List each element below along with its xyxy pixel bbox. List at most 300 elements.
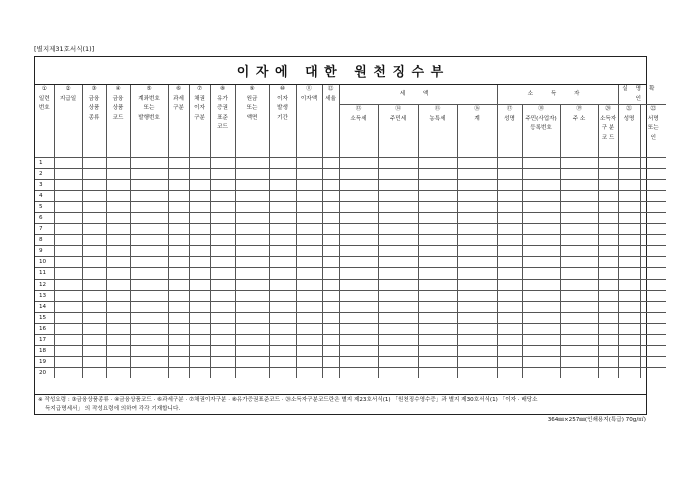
entry-cell[interactable] [497,257,522,268]
entry-cell[interactable] [457,180,497,191]
entry-cell[interactable] [189,235,210,246]
entry-cell[interactable] [130,213,168,224]
entry-cell[interactable] [168,301,189,312]
entry-cell[interactable] [598,279,618,290]
entry-cell[interactable] [339,180,378,191]
entry-cell[interactable] [296,224,322,235]
entry-cell[interactable] [82,169,106,180]
entry-cell[interactable] [598,356,618,367]
entry-cell[interactable] [106,224,130,235]
entry-cell[interactable] [418,235,457,246]
entry-cell[interactable] [130,312,168,323]
entry-cell[interactable] [598,246,618,257]
entry-cell[interactable] [497,268,522,279]
entry-cell[interactable] [106,268,130,279]
entry-cell[interactable] [235,202,269,213]
entry-cell[interactable] [378,169,418,180]
entry-cell[interactable] [130,169,168,180]
entry-cell[interactable] [235,301,269,312]
entry-cell[interactable] [82,257,106,268]
entry-cell[interactable] [497,334,522,345]
entry-cell[interactable] [54,180,82,191]
entry-cell[interactable] [54,356,82,367]
entry-cell[interactable] [54,367,82,378]
entry-cell[interactable] [296,301,322,312]
entry-cell[interactable] [418,191,457,202]
entry-cell[interactable] [339,246,378,257]
entry-cell[interactable] [296,268,322,279]
entry-cell[interactable] [189,213,210,224]
entry-cell[interactable] [457,224,497,235]
entry-cell[interactable] [618,180,640,191]
entry-cell[interactable] [378,224,418,235]
entry-cell[interactable] [269,290,296,301]
entry-cell[interactable] [168,312,189,323]
entry-cell[interactable] [189,268,210,279]
entry-cell[interactable] [82,312,106,323]
entry-cell[interactable] [130,290,168,301]
entry-cell[interactable] [168,290,189,301]
entry-cell[interactable] [54,290,82,301]
entry-cell[interactable] [339,290,378,301]
entry-cell[interactable] [418,345,457,356]
entry-cell[interactable] [522,202,560,213]
entry-cell[interactable] [457,312,497,323]
entry-cell[interactable] [618,257,640,268]
entry-cell[interactable] [640,356,666,367]
entry-cell[interactable] [640,180,666,191]
entry-cell[interactable] [598,158,618,169]
entry-cell[interactable] [640,213,666,224]
entry-cell[interactable] [82,235,106,246]
entry-cell[interactable] [560,290,598,301]
entry-cell[interactable] [168,224,189,235]
entry-cell[interactable] [457,301,497,312]
entry-cell[interactable] [339,268,378,279]
entry-cell[interactable] [322,257,339,268]
entry-cell[interactable] [54,191,82,202]
entry-cell[interactable] [457,246,497,257]
entry-cell[interactable] [296,290,322,301]
entry-cell[interactable] [106,312,130,323]
entry-cell[interactable] [560,356,598,367]
entry-cell[interactable] [322,268,339,279]
entry-cell[interactable] [189,224,210,235]
entry-cell[interactable] [322,169,339,180]
entry-cell[interactable] [497,224,522,235]
entry-cell[interactable] [640,268,666,279]
entry-cell[interactable] [640,246,666,257]
entry-cell[interactable] [189,334,210,345]
entry-cell[interactable] [497,235,522,246]
entry-cell[interactable] [339,169,378,180]
entry-cell[interactable] [339,257,378,268]
entry-cell[interactable] [210,312,235,323]
entry-cell[interactable] [418,356,457,367]
entry-cell[interactable] [296,279,322,290]
entry-cell[interactable] [322,323,339,334]
entry-cell[interactable] [210,301,235,312]
entry-cell[interactable] [168,213,189,224]
entry-cell[interactable] [560,312,598,323]
entry-cell[interactable] [82,191,106,202]
entry-cell[interactable] [522,367,560,378]
entry-cell[interactable] [210,169,235,180]
entry-cell[interactable] [618,213,640,224]
entry-cell[interactable] [106,180,130,191]
entry-cell[interactable] [130,246,168,257]
entry-cell[interactable] [497,290,522,301]
entry-cell[interactable] [497,180,522,191]
entry-cell[interactable] [168,257,189,268]
entry-cell[interactable] [296,235,322,246]
entry-cell[interactable] [130,191,168,202]
entry-cell[interactable] [378,268,418,279]
entry-cell[interactable] [168,191,189,202]
entry-cell[interactable] [598,334,618,345]
entry-cell[interactable] [189,169,210,180]
entry-cell[interactable] [457,213,497,224]
entry-cell[interactable] [560,345,598,356]
entry-cell[interactable] [457,290,497,301]
entry-cell[interactable] [457,345,497,356]
entry-cell[interactable] [235,290,269,301]
entry-cell[interactable] [522,213,560,224]
entry-cell[interactable] [269,191,296,202]
entry-cell[interactable] [168,235,189,246]
entry-cell[interactable] [54,224,82,235]
entry-cell[interactable] [418,290,457,301]
entry-cell[interactable] [106,323,130,334]
entry-cell[interactable] [339,334,378,345]
entry-cell[interactable] [457,334,497,345]
entry-cell[interactable] [618,334,640,345]
entry-cell[interactable] [210,323,235,334]
entry-cell[interactable] [457,268,497,279]
entry-cell[interactable] [522,345,560,356]
entry-cell[interactable] [640,279,666,290]
entry-cell[interactable] [560,158,598,169]
entry-cell[interactable] [168,323,189,334]
entry-cell[interactable] [457,202,497,213]
entry-cell[interactable] [339,279,378,290]
entry-cell[interactable] [269,224,296,235]
entry-cell[interactable] [296,334,322,345]
entry-cell[interactable] [378,235,418,246]
entry-cell[interactable] [269,180,296,191]
entry-cell[interactable] [339,367,378,378]
entry-cell[interactable] [598,202,618,213]
entry-cell[interactable] [640,367,666,378]
entry-cell[interactable] [235,312,269,323]
entry-cell[interactable] [640,158,666,169]
entry-cell[interactable] [106,334,130,345]
entry-cell[interactable] [269,257,296,268]
entry-cell[interactable] [522,279,560,290]
entry-cell[interactable] [522,334,560,345]
entry-cell[interactable] [130,279,168,290]
entry-cell[interactable] [618,356,640,367]
entry-cell[interactable] [322,279,339,290]
entry-cell[interactable] [418,301,457,312]
entry-cell[interactable] [457,169,497,180]
entry-cell[interactable] [418,257,457,268]
entry-cell[interactable] [598,235,618,246]
entry-cell[interactable] [54,257,82,268]
entry-cell[interactable] [269,235,296,246]
entry-cell[interactable] [82,345,106,356]
entry-cell[interactable] [82,290,106,301]
entry-cell[interactable] [106,202,130,213]
entry-cell[interactable] [522,158,560,169]
entry-cell[interactable] [497,345,522,356]
entry-cell[interactable] [618,323,640,334]
entry-cell[interactable] [522,191,560,202]
entry-cell[interactable] [296,158,322,169]
entry-cell[interactable] [269,367,296,378]
entry-cell[interactable] [82,301,106,312]
entry-cell[interactable] [457,279,497,290]
entry-cell[interactable] [130,158,168,169]
entry-cell[interactable] [560,180,598,191]
entry-cell[interactable] [130,235,168,246]
entry-cell[interactable] [560,323,598,334]
entry-cell[interactable] [296,246,322,257]
entry-cell[interactable] [378,191,418,202]
entry-cell[interactable] [522,257,560,268]
entry-cell[interactable] [106,235,130,246]
entry-cell[interactable] [640,169,666,180]
entry-cell[interactable] [522,268,560,279]
entry-cell[interactable] [269,202,296,213]
entry-cell[interactable] [106,213,130,224]
entry-cell[interactable] [130,301,168,312]
entry-cell[interactable] [522,169,560,180]
entry-cell[interactable] [339,224,378,235]
entry-cell[interactable] [618,202,640,213]
entry-cell[interactable] [322,345,339,356]
entry-cell[interactable] [210,191,235,202]
entry-cell[interactable] [560,202,598,213]
entry-cell[interactable] [522,224,560,235]
entry-cell[interactable] [54,169,82,180]
entry-cell[interactable] [640,224,666,235]
entry-cell[interactable] [269,345,296,356]
entry-cell[interactable] [235,257,269,268]
entry-cell[interactable] [457,323,497,334]
entry-cell[interactable] [235,158,269,169]
entry-cell[interactable] [378,290,418,301]
entry-cell[interactable] [618,312,640,323]
entry-cell[interactable] [640,312,666,323]
entry-cell[interactable] [54,202,82,213]
entry-cell[interactable] [235,235,269,246]
entry-cell[interactable] [598,323,618,334]
entry-cell[interactable] [322,367,339,378]
entry-cell[interactable] [378,158,418,169]
entry-cell[interactable] [640,257,666,268]
entry-cell[interactable] [339,235,378,246]
entry-cell[interactable] [522,323,560,334]
entry-cell[interactable] [82,202,106,213]
entry-cell[interactable] [235,191,269,202]
entry-cell[interactable] [54,334,82,345]
entry-cell[interactable] [269,323,296,334]
entry-cell[interactable] [189,290,210,301]
entry-cell[interactable] [618,246,640,257]
entry-cell[interactable] [106,191,130,202]
entry-cell[interactable] [322,334,339,345]
entry-cell[interactable] [168,180,189,191]
entry-cell[interactable] [235,356,269,367]
entry-cell[interactable] [106,301,130,312]
entry-cell[interactable] [560,235,598,246]
entry-cell[interactable] [130,334,168,345]
entry-cell[interactable] [168,356,189,367]
entry-cell[interactable] [168,246,189,257]
entry-cell[interactable] [296,213,322,224]
entry-cell[interactable] [339,202,378,213]
entry-cell[interactable] [54,268,82,279]
entry-cell[interactable] [618,235,640,246]
entry-cell[interactable] [235,224,269,235]
entry-cell[interactable] [457,356,497,367]
entry-cell[interactable] [497,158,522,169]
entry-cell[interactable] [497,202,522,213]
entry-cell[interactable] [618,301,640,312]
entry-cell[interactable] [598,213,618,224]
entry-cell[interactable] [339,356,378,367]
entry-cell[interactable] [497,356,522,367]
entry-cell[interactable] [269,301,296,312]
entry-cell[interactable] [210,334,235,345]
entry-cell[interactable] [235,345,269,356]
entry-cell[interactable] [378,180,418,191]
entry-cell[interactable] [378,312,418,323]
entry-cell[interactable] [296,202,322,213]
entry-cell[interactable] [106,279,130,290]
entry-cell[interactable] [418,268,457,279]
entry-cell[interactable] [339,323,378,334]
entry-cell[interactable] [618,224,640,235]
entry-cell[interactable] [418,202,457,213]
entry-cell[interactable] [560,301,598,312]
entry-cell[interactable] [54,235,82,246]
entry-cell[interactable] [618,268,640,279]
entry-cell[interactable] [82,158,106,169]
entry-cell[interactable] [640,290,666,301]
entry-cell[interactable] [378,213,418,224]
entry-cell[interactable] [210,290,235,301]
entry-cell[interactable] [296,312,322,323]
entry-cell[interactable] [378,246,418,257]
entry-cell[interactable] [130,180,168,191]
entry-cell[interactable] [522,301,560,312]
entry-cell[interactable] [189,312,210,323]
entry-cell[interactable] [130,367,168,378]
entry-cell[interactable] [82,180,106,191]
entry-cell[interactable] [235,279,269,290]
entry-cell[interactable] [168,345,189,356]
entry-cell[interactable] [106,290,130,301]
entry-cell[interactable] [457,191,497,202]
entry-cell[interactable] [269,246,296,257]
entry-cell[interactable] [560,257,598,268]
entry-cell[interactable] [418,224,457,235]
entry-cell[interactable] [560,367,598,378]
entry-cell[interactable] [189,367,210,378]
entry-cell[interactable] [378,202,418,213]
entry-cell[interactable] [235,246,269,257]
entry-cell[interactable] [418,180,457,191]
entry-cell[interactable] [106,257,130,268]
entry-cell[interactable] [210,268,235,279]
entry-cell[interactable] [54,279,82,290]
entry-cell[interactable] [54,246,82,257]
entry-cell[interactable] [418,367,457,378]
entry-cell[interactable] [210,180,235,191]
entry-cell[interactable] [378,356,418,367]
entry-cell[interactable] [210,224,235,235]
entry-cell[interactable] [130,268,168,279]
entry-cell[interactable] [640,345,666,356]
entry-cell[interactable] [269,158,296,169]
entry-cell[interactable] [560,279,598,290]
entry-cell[interactable] [189,279,210,290]
entry-cell[interactable] [106,356,130,367]
entry-cell[interactable] [457,158,497,169]
entry-cell[interactable] [339,345,378,356]
entry-cell[interactable] [54,158,82,169]
entry-cell[interactable] [598,191,618,202]
entry-cell[interactable] [418,213,457,224]
entry-cell[interactable] [210,213,235,224]
entry-cell[interactable] [235,268,269,279]
entry-cell[interactable] [168,268,189,279]
entry-cell[interactable] [269,334,296,345]
entry-cell[interactable] [418,158,457,169]
entry-cell[interactable] [269,312,296,323]
entry-cell[interactable] [322,191,339,202]
entry-cell[interactable] [269,268,296,279]
entry-cell[interactable] [189,257,210,268]
entry-cell[interactable] [82,246,106,257]
entry-cell[interactable] [339,312,378,323]
entry-cell[interactable] [497,191,522,202]
entry-cell[interactable] [82,334,106,345]
entry-cell[interactable] [296,367,322,378]
entry-cell[interactable] [82,356,106,367]
entry-cell[interactable] [378,367,418,378]
entry-cell[interactable] [54,213,82,224]
entry-cell[interactable] [189,301,210,312]
entry-cell[interactable] [210,279,235,290]
entry-cell[interactable] [106,158,130,169]
entry-cell[interactable] [497,323,522,334]
entry-cell[interactable] [322,235,339,246]
entry-cell[interactable] [235,213,269,224]
entry-cell[interactable] [322,202,339,213]
entry-cell[interactable] [82,213,106,224]
entry-cell[interactable] [210,367,235,378]
entry-cell[interactable] [235,169,269,180]
entry-cell[interactable] [378,345,418,356]
entry-cell[interactable] [560,169,598,180]
entry-cell[interactable] [618,191,640,202]
entry-cell[interactable] [210,246,235,257]
entry-cell[interactable] [54,345,82,356]
entry-cell[interactable] [269,213,296,224]
